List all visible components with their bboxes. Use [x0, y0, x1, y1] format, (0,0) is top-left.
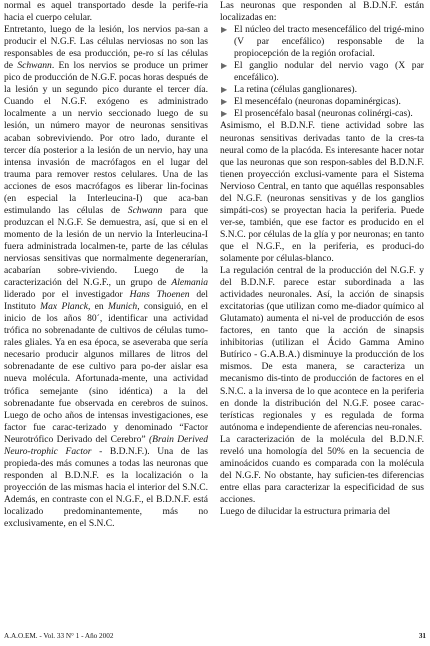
italic-text: Munich	[108, 301, 138, 313]
list-item	[220, 96, 424, 108]
paragraph	[4, 0, 208, 24]
list-item	[220, 84, 424, 96]
right-column	[220, 0, 424, 518]
italic-text: Hans Thoenen	[129, 289, 190, 301]
page-number: 31	[418, 632, 426, 640]
text-run: La regulación central de la producción del N.G.F. y del B.D.N.F. parece estar subordinada a las actividades neuronales. Así, la acción de sinapsis excitatorias (que utilizan como me-diador químico al Glutamato) aumenta el ni-vel de producción de esos factores, en tanto que la acción de sinapsis inhibitorias (utilizan el Ácido Gamma Amino Butírico - G.A.B.A.) disminuye la producción de los mismos. De esta manera, se caracteriza un mecanismo dis-tinto de producción de factores en el S.N.C. a la inversa de lo que acontece en la periferia en donde la distribución del N.G.F. posee carac-terísticas regionales y es regulada de forma autónoma e independiente de aferencias neu-ronales.	[220, 265, 424, 433]
list-item-text: El ganglio nodular del nervio vago (X par encefálico).	[234, 60, 424, 84]
list-item	[220, 60, 424, 84]
paragraph	[220, 0, 424, 24]
left-column	[4, 0, 208, 530]
italic-text: Schwann	[17, 60, 52, 72]
text-run: del Instituto	[4, 289, 208, 313]
bullet-list	[220, 24, 424, 120]
text-run: Las neuronas que responden al B.D.N.F. están localizadas en:	[220, 0, 424, 24]
italic-text: Schwann	[127, 204, 163, 216]
triangle-bullet-icon: ▶	[221, 61, 228, 71]
list-item-text: El núcleo del tracto mesencefálico del trigé-mino (V par encefálico) responsable de la propiocepción de la región orofacial.	[234, 24, 424, 60]
text-run: Luego de dilucidar la estructura primaria del	[220, 505, 391, 517]
text-run: Asimismo, el B.D.N.F. tiene actividad sobre las neuronas sensitivas derivadas tanto de la cres-ta neural como de la placóda. Es interesante hacer notar que las neuronas que son respon-sables del B.D.N.F. tienen proyección exclusi-vamente para el Sistema Nervioso Central, en tanto que aquéllas responsables del N.G.F. (neuronas sensitivas y de los ganglios simpáti-cos) se proyectan hacia la periferia. Puede ver-se, también, que ese factor es producido en el S.N.C. por células de la glía y por neuronas; en tanto que el N.G.F., en la periferia, es produci-do solamente por células-blanco.	[220, 120, 424, 264]
triangle-bullet-icon: ▶	[221, 85, 228, 95]
text-run: , en	[87, 301, 109, 313]
page-footer	[4, 630, 426, 642]
paragraph	[220, 434, 424, 506]
list-item	[220, 108, 424, 120]
text-run: normal es aquel transportado desde la perife-ria hacia el cuerpo celular.	[4, 0, 208, 24]
text-run: Entretanto, luego de la lesión, los nervios pa-san a producir el N.G.F. Las células nerviosas no son las responsables de esa producción, pe-ro sí las células de	[4, 24, 208, 72]
list-item-text: El prosencéfalo basal (neuronas colinérgi-cas).	[234, 108, 413, 120]
text-run: para que produzcan el N.G.F. Se demuestra, así, que si en el momento de la lesión de un nervio la Interleucina-I fuera administrada localmen-te, parte de las células nerviosas sensitivas que normalmente degenerarían, acabarían sobre-viviendo. Luego de la caracterización del N.G.F., un grupo de	[4, 204, 208, 289]
triangle-bullet-icon: ▶	[221, 25, 228, 35]
journal-citation: A.A.O.EM. - Vol. 33 N° 1 - Año 2002	[4, 632, 114, 640]
text-run: , consiguió, en el inicio de los años 80´, identificar una actividad trófica no sobrenadante de cultivos de células tumo-rales gliales. Ya en esa época, se aseveraba que sería necesario producir algunos millares de litros del sobrenadante de ese cultivo para po-der aislar esa nueva molécula. Afortunada-mente, una actividad trófica semejante (sino idéntica) a la del sobrenadante fue observada en cerebros de suinos. Luego de ocho años de intensas investigaciones, ese factor fue carac-terizado y denominado “Factor Neurotrófico Derivado del Cerebro”	[4, 301, 208, 445]
text-run: La caracterización de la molécula del B.D.N.F. reveló una homología del 50% en la secuencia de aminoácidos cuando es comparada con la molécula del N.G.F. No obstante, hay suficien-tes diferencias entre ellas para caracterizar la especificidad de sus acciones.	[220, 433, 424, 505]
list-item	[220, 24, 424, 60]
text-run: - B.D.N.F.). Una de las propieda-des más comunes a todas las neuronas que responden al B.D.N.F. es la localización o la proyección de las mismas hacia el interior del S.N.C. Además, en contraste con el N.G.F., el B.D.N.F. está localizado predominantemente, más no exclusivamente, en el S.N.C.	[4, 445, 208, 530]
italic-text: Max Planck	[40, 301, 88, 313]
list-item-text: El mesencéfalo (neuronas dopaminérgicas).	[234, 96, 401, 108]
triangle-bullet-icon: ▶	[221, 109, 228, 119]
paragraph	[220, 506, 424, 518]
triangle-bullet-icon: ▶	[221, 97, 228, 107]
paragraph	[220, 265, 424, 434]
text-run: liderado por el investigador	[4, 289, 130, 301]
list-item-text: La retina (células ganglionares).	[234, 84, 357, 96]
italic-text: (Brain Derived Neuro-trophic Factor	[4, 433, 208, 457]
text-run: . En los nervios se produce un primer pico de producción de N.G.F. pocas horas después de la lesión y un segundo pico durante el tercer día. Cuando el N.G.F. exógeno es administrado localmente a un nervio seccionado luego de su lesión, un número mayor de neuronas sensitivas acaban sobreviviendo. Por otro lado, durante el tercer día posterior a la lesión de un nervio, hay una intensa invasión de macrófagos en el lugar del trauma para remover restos celulares. Una de las acciones de esos macrófagos es liberar lin-focinas (en especial la Interleucina-I) que aca-ban estimulando las células de	[4, 60, 209, 216]
italic-text: Alemania	[171, 277, 208, 289]
paragraph	[220, 120, 424, 265]
paragraph	[4, 24, 208, 530]
